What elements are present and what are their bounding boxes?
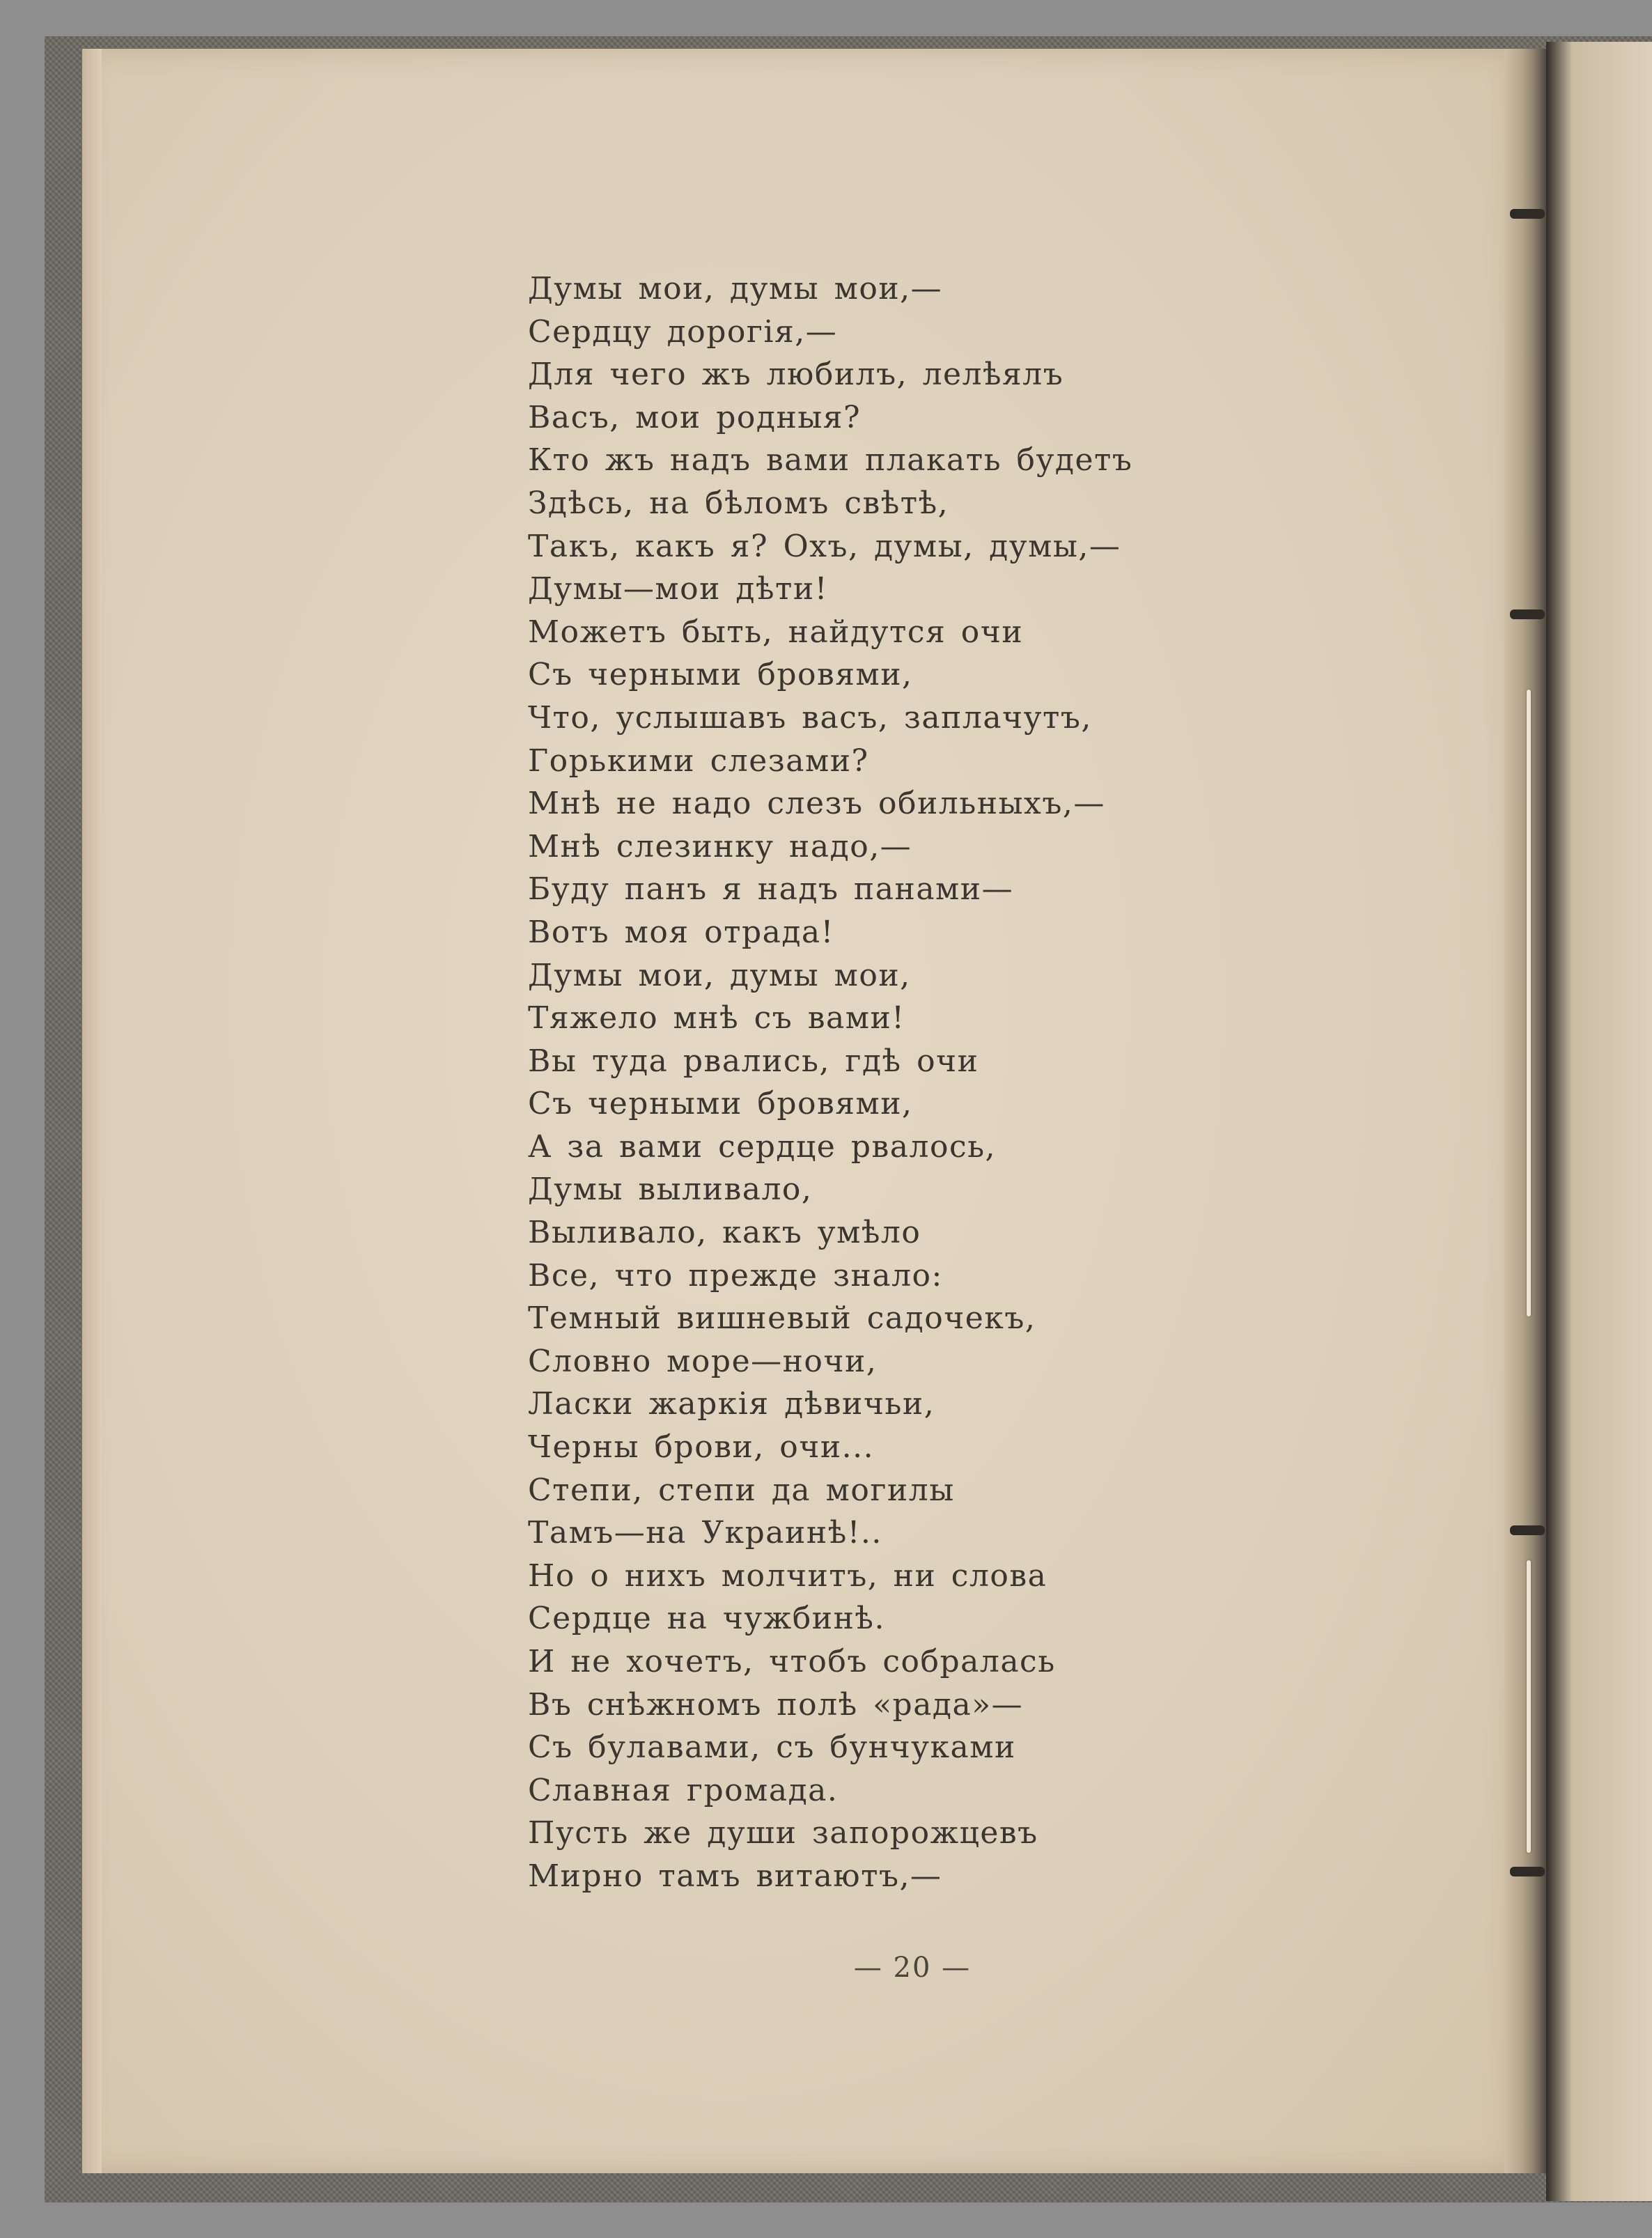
poem-line: Въ снѣжномъ полѣ «рада»— <box>528 1686 1024 1723</box>
poem-line: Мирно тамъ витаютъ,— <box>528 1858 942 1894</box>
binding-thread <box>1527 1560 1531 1853</box>
poem-line: Словно море—ночи, <box>528 1343 878 1379</box>
poem-line: Тяжело мнѣ съ вами! <box>528 1000 905 1036</box>
book-gutter <box>1504 49 1546 2173</box>
poem-line: Вотъ моя отрада! <box>528 914 834 950</box>
poem-line: Кто жъ надъ вами плакать будетъ <box>528 442 1133 479</box>
poem-line: Можетъ быть, найдутся очи <box>528 614 1024 650</box>
poem-line: Сердце на чужбинѣ. <box>528 1601 885 1637</box>
poem-line: Что, услышавъ васъ, заплачутъ, <box>528 699 1092 736</box>
poem-line: Темный вишневый садочекъ, <box>528 1300 1036 1337</box>
poem-line: Вы туда рвались, гдѣ очи <box>528 1043 979 1079</box>
poem-line: Буду панъ я надъ панами— <box>528 871 1014 908</box>
page-edge <box>82 49 102 2173</box>
poem-line: Выливало, какъ умѣло <box>528 1215 921 1251</box>
binding-thread <box>1527 690 1531 1316</box>
poem-line: Но о нихъ молчитъ, ни слова <box>528 1557 1047 1594</box>
facing-page-edge <box>1546 42 1652 2201</box>
poem-line: А за вами сердце рвалось, <box>528 1128 997 1165</box>
poem-line: Славная громада. <box>528 1772 839 1808</box>
poem-line: Мнѣ не надо слезъ обильныхъ,— <box>528 786 1105 822</box>
poem-line: Здѣсь, на бѣломъ свѣтѣ, <box>528 485 949 521</box>
poem-line: Черны брови, очи... <box>528 1429 875 1466</box>
poem-line: Думы мои, думы мои,— <box>528 271 943 306</box>
poem-line: Тамъ—на Украинѣ!.. <box>528 1515 882 1551</box>
poem-line: Мнѣ слезинку надо,— <box>528 828 912 864</box>
poem-line: Съ булавами, съ бунчуками <box>528 1730 1016 1766</box>
page-number: — 20 — <box>853 1952 972 1984</box>
binding-stitch <box>1510 609 1545 619</box>
binding-stitch <box>1510 1525 1545 1535</box>
poem-line: Съ черными бровями, <box>528 1086 913 1122</box>
poem-line: Ласки жаркія дѣвичьи, <box>528 1386 935 1422</box>
poem-line: Все, что прежде знало: <box>528 1257 943 1293</box>
binding-stitch <box>1510 209 1545 219</box>
poem-text <box>528 267 1364 1898</box>
poem-line: И не хочетъ, чтобъ собралась <box>528 1644 1056 1679</box>
poem-line: Думы мои, думы мои, <box>528 957 911 993</box>
poem-line: Думы—мои дѣти! <box>528 571 828 607</box>
poem-line: Степи, степи да могилы <box>528 1472 955 1508</box>
poem-line: Такъ, какъ я? Охъ, думы, думы,— <box>528 528 1121 564</box>
poem-line: Думы выливало, <box>528 1172 813 1208</box>
poem-line: Горькими слезами? <box>528 743 869 779</box>
poem-line: Сердцу дорогія,— <box>528 313 838 350</box>
poem-line: Васъ, мои родныя? <box>528 399 862 435</box>
poem-line: Съ черными бровями, <box>528 657 913 693</box>
poem-line: Для чего жъ любилъ, лелѣялъ <box>528 357 1064 393</box>
binding-stitch <box>1510 1867 1545 1876</box>
poem-line: Пусть же души запорожцевъ <box>528 1815 1038 1851</box>
